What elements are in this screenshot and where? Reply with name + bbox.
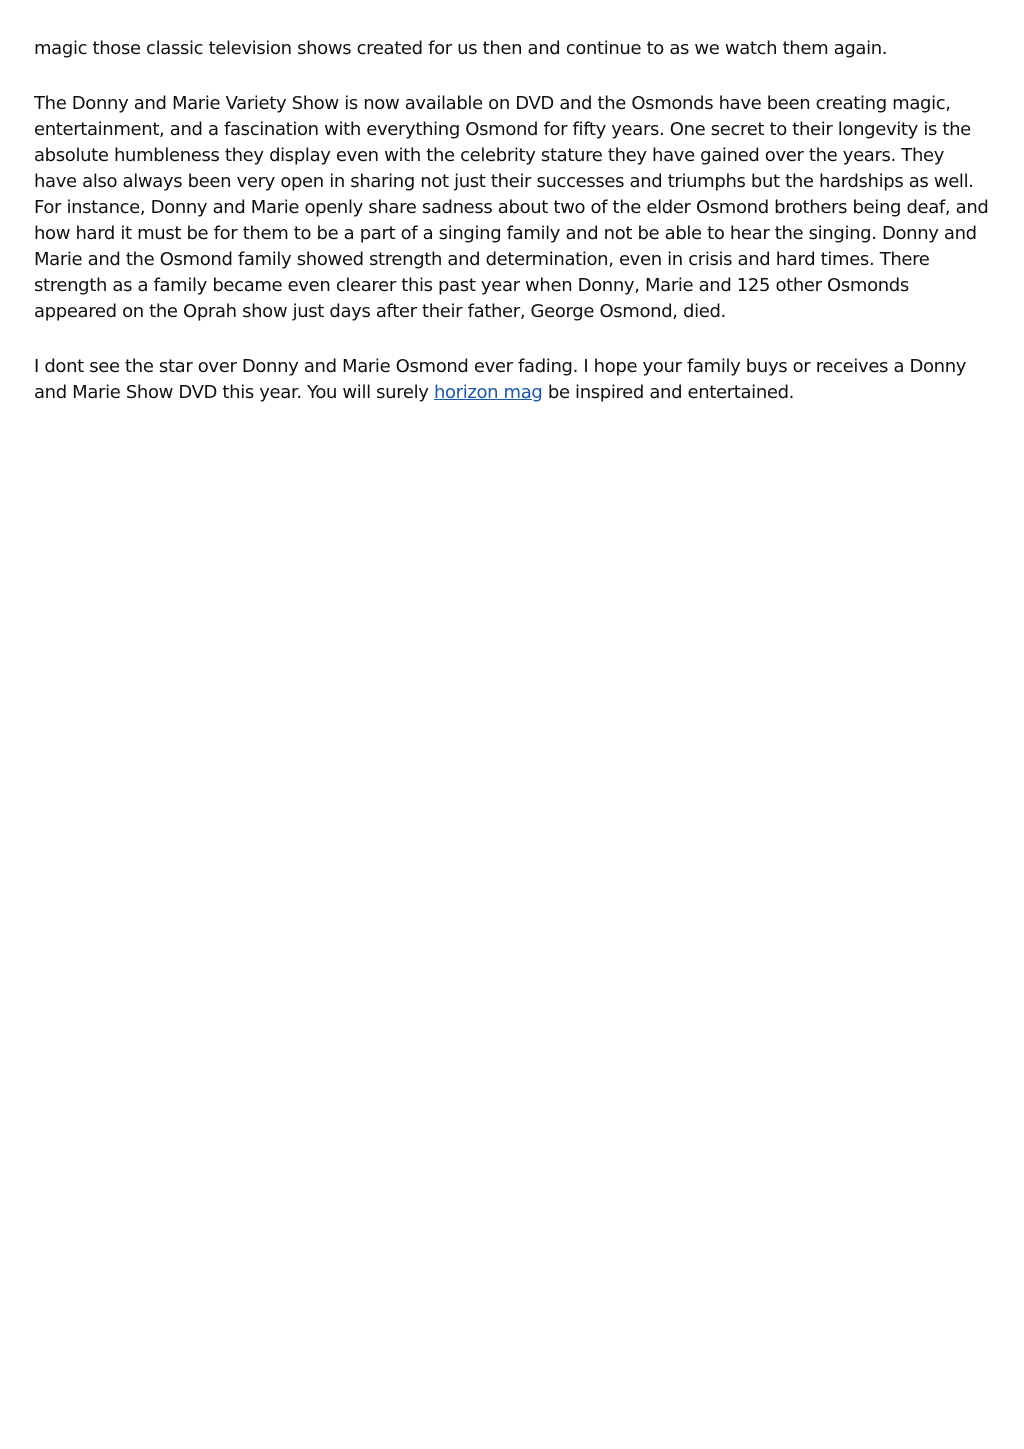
paragraph-conclusion (34, 354, 992, 406)
paragraph-intro: magic those classic television shows created for us then and continue to as we watch them again. (34, 38, 888, 59)
conclusion-text-after-link: be inspired and entertained. (542, 382, 795, 403)
conclusion-text-before-link: I dont see the star over Donny and Marie Osmond ever fading. I hope your family buys or receives a Donny and Marie Show DVD this year. You will surely (34, 356, 967, 403)
horizon-mag-link[interactable]: horizon mag (433, 382, 543, 403)
document-body (34, 36, 992, 435)
paragraph-donny-marie-show: The Donny and Marie Variety Show is now available on DVD and the Osmonds have been creating magic, entertainment, and a fascination with everything Osmond for fifty years. One secret to their longevity is the absolute humbleness they display even with the celebrity stature they have gained over the years. They have also always been very open in sharing not just their successes and triumphs but the hardships as well. For instance, Donny and Marie openly share sadness about two of the elder Osmond brothers being deaf, and how hard it must be for them to be a part of a singing family and not be able to hear the singing. Donny and Marie and the Osmond family showed strength and determination, even in crisis and hard times. There strength as a family became even clearer this past year when Donny, Marie and 125 other Osmonds appeared on the Oprah show just days after their father, George Osmond, died. (34, 93, 989, 322)
